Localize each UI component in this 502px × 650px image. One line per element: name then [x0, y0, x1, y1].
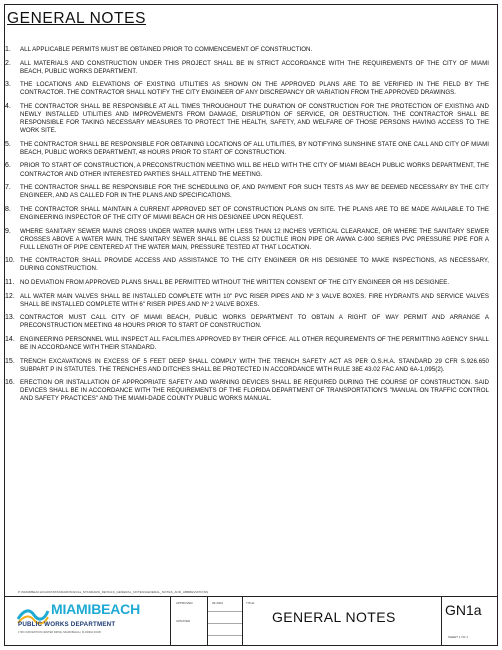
note-text: THE CONTRACTOR SHALL BE RESPONSIBLE AT ALL TIMES THROUGHOUT THE DURATION OF CONSTRUCTION FOR THE PROTECTION OF EXISTING AND NEWLY INSTALLED UTILITIES AND IMPROVEMENTS FROM DAMAGE, DISRUPTION OF SERVICE, OR DESTRUCTION. THE CONTRACTOR SHALL BE RESPONSIBLE FOR TAKING NECESSARY MEASURES TO PROTECT THE HEALTH, SAFETY, AND WELFARE OF THOSE PERSONS HAVING ACCESS TO THE WORK SITE. — [20, 103, 489, 135]
note-number: 10. — [5, 257, 15, 265]
note-number: 6. — [5, 162, 11, 170]
note-item — [5, 206, 489, 222]
note-item — [5, 184, 489, 200]
note-number: 12. — [5, 292, 15, 300]
revised-date: 09-2002 — [212, 601, 224, 605]
sheet-number: GN1a — [445, 602, 482, 618]
note-item — [5, 279, 489, 287]
note-text: ERECTION OR INSTALLATION OF APPROPRIATE SAFETY AND WARNING DEVICES SHALL BE REQUIRED DURING THE COURSE OF CONSTRUCTION. SAID DEVICES SHALL BE IN ACCORDANCE WITH THE REQUIREMENTS OF THE FLORIDA DEPARTMENT OF TRANSPORTATION'S "MANUAL ON TRAFFIC CONTROL AND SAFETY PRACTICES" AND THE MIAMI-DADE COUNTY PUBLIC WORKS MANUAL. — [20, 379, 489, 403]
note-text: ALL WATER MAIN VALVES SHALL BE INSTALLED COMPLETE WITH 10" PVC RISER PIPES AND Nº 3 VALVE BOXES. FIRE HYDRANTS AND SERVICE VALVES SHALL BE INSTALLED COMPLETE WITH 6" RISER PIPES AND Nº 2 VALVE BOXES. — [20, 292, 489, 308]
note-item — [5, 336, 489, 352]
note-number: 14. — [5, 335, 15, 343]
note-item — [5, 314, 489, 330]
note-number: 16. — [5, 379, 15, 387]
note-number: 11. — [5, 278, 15, 286]
sheet-count: SHEET 1 OF 1 — [448, 635, 468, 639]
note-item — [5, 379, 489, 403]
note-item — [5, 162, 489, 178]
logo-name: MIAMIBEACH — [51, 601, 140, 617]
note-item — [5, 46, 489, 54]
note-number: 15. — [5, 357, 15, 365]
note-number: 8. — [5, 205, 11, 213]
note-text: THE CONTRACTOR SHALL PROVIDE ACCESS AND ASSISTANCE TO THE CITY ENGINEER OR HIS DESIGNEE TO MAKE INSPECTIONS, AS NECESSARY, DURING CONSTRUCTION. — [20, 257, 489, 273]
note-text: ENGINEERING PERSONNEL WILL INSPECT ALL FACILITIES APPROVED BY THEIR OFFICE. ALL OTHER REQUIREMENTS OF THE PERMITTING AGENCY SHALL BE IN ACCORDANCE WITH THEIR STANDARD. — [20, 335, 489, 352]
divider — [207, 597, 208, 646]
file-path: P:\MIAMIBEACH\CADD\STANDARDS\GN1a_STANDARD_DETAILS_GENERAL_NOTES\GENERAL_NOTES_AND_ABBREVIATIONS — [18, 590, 209, 594]
note-item — [5, 81, 489, 97]
divider — [441, 597, 442, 646]
row-divider — [208, 623, 242, 624]
note-number: 2. — [5, 59, 11, 67]
note-item — [5, 141, 489, 157]
divider — [242, 597, 243, 646]
note-text: WHERE SANITARY SEWER MAINS CROSS UNDER WATER MAINS WITH LESS THAN 12 INCHES VERTICAL CLEARANCE, OR WHERE THE SANITARY SEWER CROSSES ABOVE A WATER MAIN, THE SANITARY SEWER SHALL BE CLASS 52 DUCTILE IRON PIPE OR AWWA C-900 SERIES PVC PRESSURE PIPE FOR A FULL LENGTH OF PIPE CENTERED AT THE WATER MAIN, PRESSURE TESTED AT THAT LOCATION. — [20, 227, 489, 251]
row-divider — [208, 635, 242, 636]
divider — [170, 597, 171, 646]
notes-list — [5, 46, 489, 409]
note-number: 13. — [5, 314, 15, 322]
page-title: GENERAL NOTES — [7, 10, 147, 27]
note-text: CONTRACTOR MUST CALL CITY OF MIAMI BEACH, PUBLIC WORKS DEPARTMENT TO OBTAIN A RIGHT OF WAY PERMIT AND ARRANGE A PRECONSTRUCTION MEETING 48 HOURS PRIOR TO START OF CONSTRUCTION. — [20, 314, 489, 330]
note-text: THE CONTRACTOR SHALL BE RESPONSIBLE FOR THE SCHEDULING OF, AND PAYMENT FOR SUCH TESTS AS MAY BE DEEMED NECESSARY BY THE CITY ENGINEER, AND AS CALLED FOR IN THE PLANS AND SPECIFICATIONS. — [20, 184, 489, 200]
note-text: TRENCH EXCAVATIONS IN EXCESS OF 5 FEET DEEP SHALL COMPLY WITH THE TRENCH SAFETY ACT AS PER O.S.H.A. STANDARD 29 CFR S.926.650 SUBPART P IN STATUTES. THE TRENCHES AND DITCHES SHALL BE PROTECTED IN ACCORDANCE WITH RULE 38E 43.02 FAC AND 6A-1,095(2). — [20, 357, 489, 373]
logo-department: PUBLIC WORKS DEPARTMENT — [18, 621, 116, 628]
logo-address: 1700 CONVENTION CENTER DRIVE, MIAMI BEACH, FLORIDA 33139 — [18, 631, 101, 634]
note-item — [5, 257, 489, 273]
note-item — [5, 228, 489, 252]
note-item — [5, 293, 489, 309]
note-number: 5. — [5, 140, 11, 148]
note-text: ALL MATERIALS AND CONSTRUCTION UNDER THIS PROJECT SHALL BE IN STRICT ACCORDANCE WITH THE REQUIREMENTS OF THE CITY OF MIAMI BEACH, PUBLIC WORKS DEPARTMENT. — [20, 59, 489, 75]
note-item — [5, 103, 489, 135]
note-text: THE CONTRACTOR SHALL BE RESPONSIBLE FOR OBTAINING LOCATIONS OF ALL UTILITIES, BY NOTIFYING SUNSHINE STATE ONE CALL AND CITY OF MIAMI BEACH, PUBLIC WORKS DEPARTMENT, 48 HOURS PRIOR TO START OF CONSTRUCTION. — [20, 140, 489, 156]
note-number: 9. — [5, 227, 11, 235]
note-number: 3. — [5, 81, 11, 89]
updated-label: UPDATED — [176, 619, 191, 623]
title-block — [4, 596, 498, 646]
note-number: 7. — [5, 184, 11, 192]
note-text: THE CONTRACTOR SHALL MAINTAIN A CURRENT APPROVED SET OF CONSTRUCTION PLANS ON SITE. THE PLANS ARE TO BE MADE AVAILABLE TO THE ENGINEERING INSPECTOR OF THE CITY OF MIAMI BEACH OR HIS DESIGNEE UPON REQUEST. — [20, 205, 489, 221]
note-text: NO DEVIATION FROM APPROVED PLANS SHALL BE PERMITTED WITHOUT THE WRITTEN CONSENT OF THE CITY ENGINEER OR HIS DESIGNEE. — [20, 278, 450, 286]
miami-beach-logo — [14, 599, 174, 643]
row-divider — [208, 611, 242, 612]
note-number: 4. — [5, 103, 11, 111]
note-item — [5, 358, 489, 374]
approved-label: APPROVED — [176, 601, 193, 605]
note-item — [5, 60, 489, 76]
title-label: TITLE: — [246, 601, 256, 605]
note-number: 1. — [5, 46, 11, 53]
note-text: ALL APPLICABLE PERMITS MUST BE OBTAINED PRIOR TO COMMENCEMENT OF CONSTRUCTION. — [20, 46, 313, 53]
note-text: THE LOCATIONS AND ELEVATIONS OF EXISTING UTILITIES AS SHOWN ON THE APPROVED PLANS ARE TO BE VERIFIED IN THE FIELD BY THE CONTRACTOR. THE CONTRACTOR SHALL NOTIFY THE CITY ENGINEER OF ANY DISCREPANCY OR VARIATION FROM THE APPROVED DRAWINGS. — [20, 81, 489, 97]
sheet-title: GENERAL NOTES — [272, 609, 396, 625]
note-text: PRIOR TO START OF CONSTRUCTION, A PRECONSTRUCTION MEETING WILL BE HELD WITH THE CITY OF MIAMI BEACH PUBLIC WORKS DEPARTMENT, THE CONTRACTOR AND OTHER INTERESTED PARTIES SHALL ATTEND THE MEETING. — [20, 162, 489, 178]
